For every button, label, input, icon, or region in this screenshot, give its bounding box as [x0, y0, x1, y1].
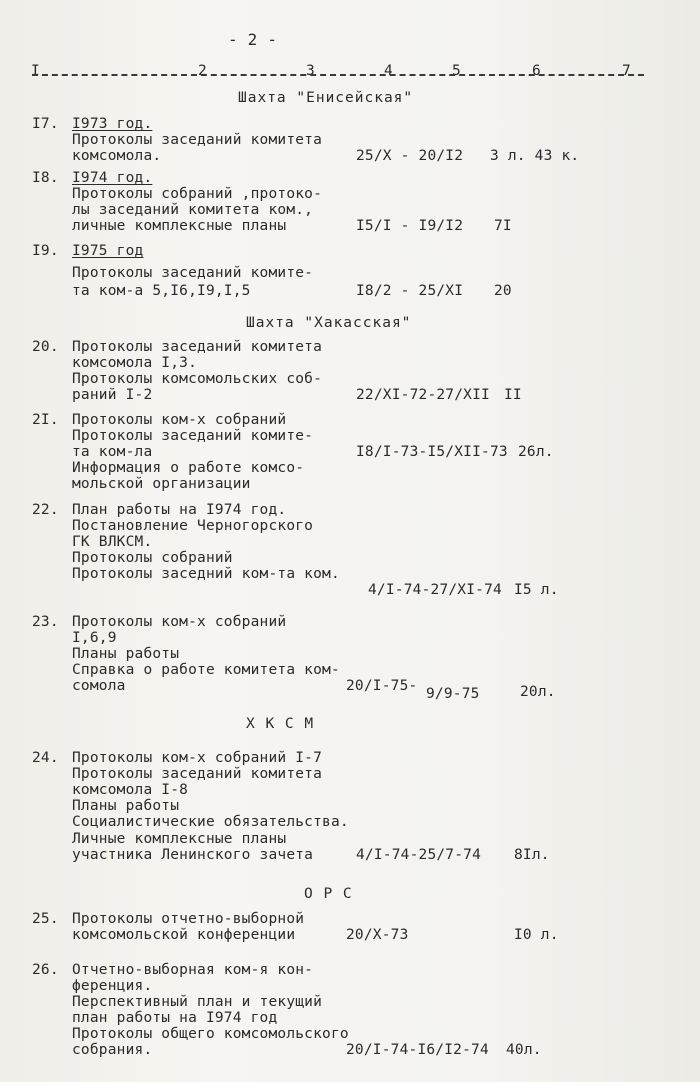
entry-number: 2I.	[32, 412, 59, 428]
entry-text: Протоколы заседаний комите-	[72, 428, 314, 444]
entry-sheets: 26л.	[518, 444, 554, 460]
entry-number: 24.	[32, 750, 59, 766]
entry-text: ференция.	[72, 978, 153, 994]
entry-text: Социалистические обязательства.	[72, 814, 349, 830]
entry-dates: I8/2 - 25/XI	[356, 283, 464, 299]
column-number: 3	[306, 63, 315, 79]
entry-text: Протоколы заседний ком-та ком.	[72, 566, 340, 582]
entry-year: I974 год.	[72, 170, 153, 186]
entry-text: участника Ленинского зачета	[72, 847, 314, 863]
entry-number: 25.	[32, 911, 59, 927]
entry-number: 23.	[32, 614, 59, 630]
entry-sheets: I5 л.	[514, 582, 559, 598]
entry-text: план работы на I974 год	[72, 1010, 278, 1026]
entry-sheets: II	[504, 387, 522, 403]
entry-sheets: 7I	[494, 218, 512, 234]
entry-text: комсомола I-8	[72, 782, 189, 798]
column-number: 7	[622, 63, 631, 79]
column-number: 5	[452, 63, 461, 79]
entry-text: Протоколы заседаний комитета	[72, 132, 323, 148]
entry-text: собрания.	[72, 1042, 153, 1058]
entry-number: I9.	[32, 243, 59, 259]
entry-dates: 4/I-74-27/XI-74	[368, 582, 502, 598]
entry-text: комсомола I,3.	[72, 355, 198, 371]
column-number: I	[31, 63, 40, 79]
entry-dates: I5/I - I9/I2	[356, 218, 464, 234]
entry-text: Протоколы общего комсомольского	[72, 1026, 349, 1042]
entry-text: мольской организации	[72, 476, 251, 492]
entry-year: I975 год	[72, 243, 144, 259]
entry-text: та ком-ла	[72, 444, 153, 460]
entry-dates: 20/I-75-	[346, 678, 418, 694]
entry-number: 26.	[32, 962, 59, 978]
entry-dates: 20/X-73	[346, 927, 409, 943]
entry-text: Отчетно-выборная ком-я кон-	[72, 962, 314, 978]
entry-dates: 22/XI-72-27/XII	[356, 387, 490, 403]
entry-dates: 25/X - 20/I2	[356, 148, 464, 164]
entry-text: Планы работы	[72, 646, 180, 662]
column-divider	[32, 74, 644, 76]
entry-text: раний I-2	[72, 387, 153, 403]
entry-text: Информация о работе комсо-	[72, 460, 305, 476]
entry-number: 20.	[32, 339, 59, 355]
entry-number: 22.	[32, 502, 59, 518]
column-number: 4	[384, 63, 393, 79]
entry-text: сомола	[72, 678, 126, 694]
entry-dates: I8/I-73-I5/XII-73	[356, 444, 508, 460]
entry-text: Протоколы заседаний комитета	[72, 766, 323, 782]
entry-text: Протоколы заседаний комите-	[72, 265, 314, 281]
entry-text: Протоколы комсомольских соб-	[72, 371, 323, 387]
entry-text: Справка о работе комитета ком-	[72, 662, 340, 678]
entry-text: Протоколы ком-х собраний	[72, 614, 287, 630]
entry-text: Протоколы ком-х собраний I-7	[72, 750, 323, 766]
entry-text: Протоколы собраний	[72, 550, 233, 566]
entry-text: I,6,9	[72, 630, 117, 646]
entry-text: Протоколы собраний ,протоко-	[72, 186, 323, 202]
entry-text: лы заседаний комитета ком.,	[72, 202, 314, 218]
entry-text: Протоколы заседаний комитета	[72, 339, 323, 355]
entry-sheets: I0 л.	[514, 927, 559, 943]
entry-text: Протоколы ком-х собраний	[72, 412, 287, 428]
section-heading: О Р С	[304, 886, 353, 902]
entry-text: ГК ВЛКСМ.	[72, 534, 153, 550]
section-heading: Шахта "Енисейская"	[238, 90, 414, 106]
entry-number: I7.	[32, 116, 59, 132]
column-number: 2	[198, 63, 207, 79]
page-number: - 2 -	[228, 30, 278, 49]
column-number: 6	[532, 63, 541, 79]
entry-dates: 20/I-74-I6/I2-74	[346, 1042, 489, 1058]
entry-sheets: 20л.	[520, 684, 556, 700]
entry-sheets: 3 л. 43 к.	[490, 148, 580, 164]
section-heading: Шахта "Хакасская"	[246, 315, 412, 331]
entry-text: Протоколы отчетно-выборной	[72, 911, 305, 927]
entry-number: I8.	[32, 170, 59, 186]
entry-text: Личные комплексные планы	[72, 831, 287, 847]
entry-text: Постановление Черногорского	[72, 518, 314, 534]
entry-dates: 4/I-74-25/7-74	[356, 847, 482, 863]
entry-sheets: 8Iл.	[514, 847, 550, 863]
entry-year: I973 год.	[72, 116, 153, 132]
entry-sheets: 20	[494, 283, 512, 299]
section-heading: Х К С М	[246, 716, 315, 732]
entry-text: комсомольской конференции	[72, 927, 296, 943]
entry-dates: 9/9-75	[426, 686, 480, 702]
entry-text: Перспективный план и текущий	[72, 994, 323, 1010]
entry-text: комсомола.	[72, 148, 162, 164]
entry-text: Планы работы	[72, 798, 180, 814]
entry-text: та ком-а 5,I6,I9,I,5	[72, 283, 251, 299]
entry-text: План работы на I974 год.	[72, 502, 287, 518]
entry-text: личные комплексные планы	[72, 218, 287, 234]
entry-sheets: 40л.	[506, 1042, 542, 1058]
